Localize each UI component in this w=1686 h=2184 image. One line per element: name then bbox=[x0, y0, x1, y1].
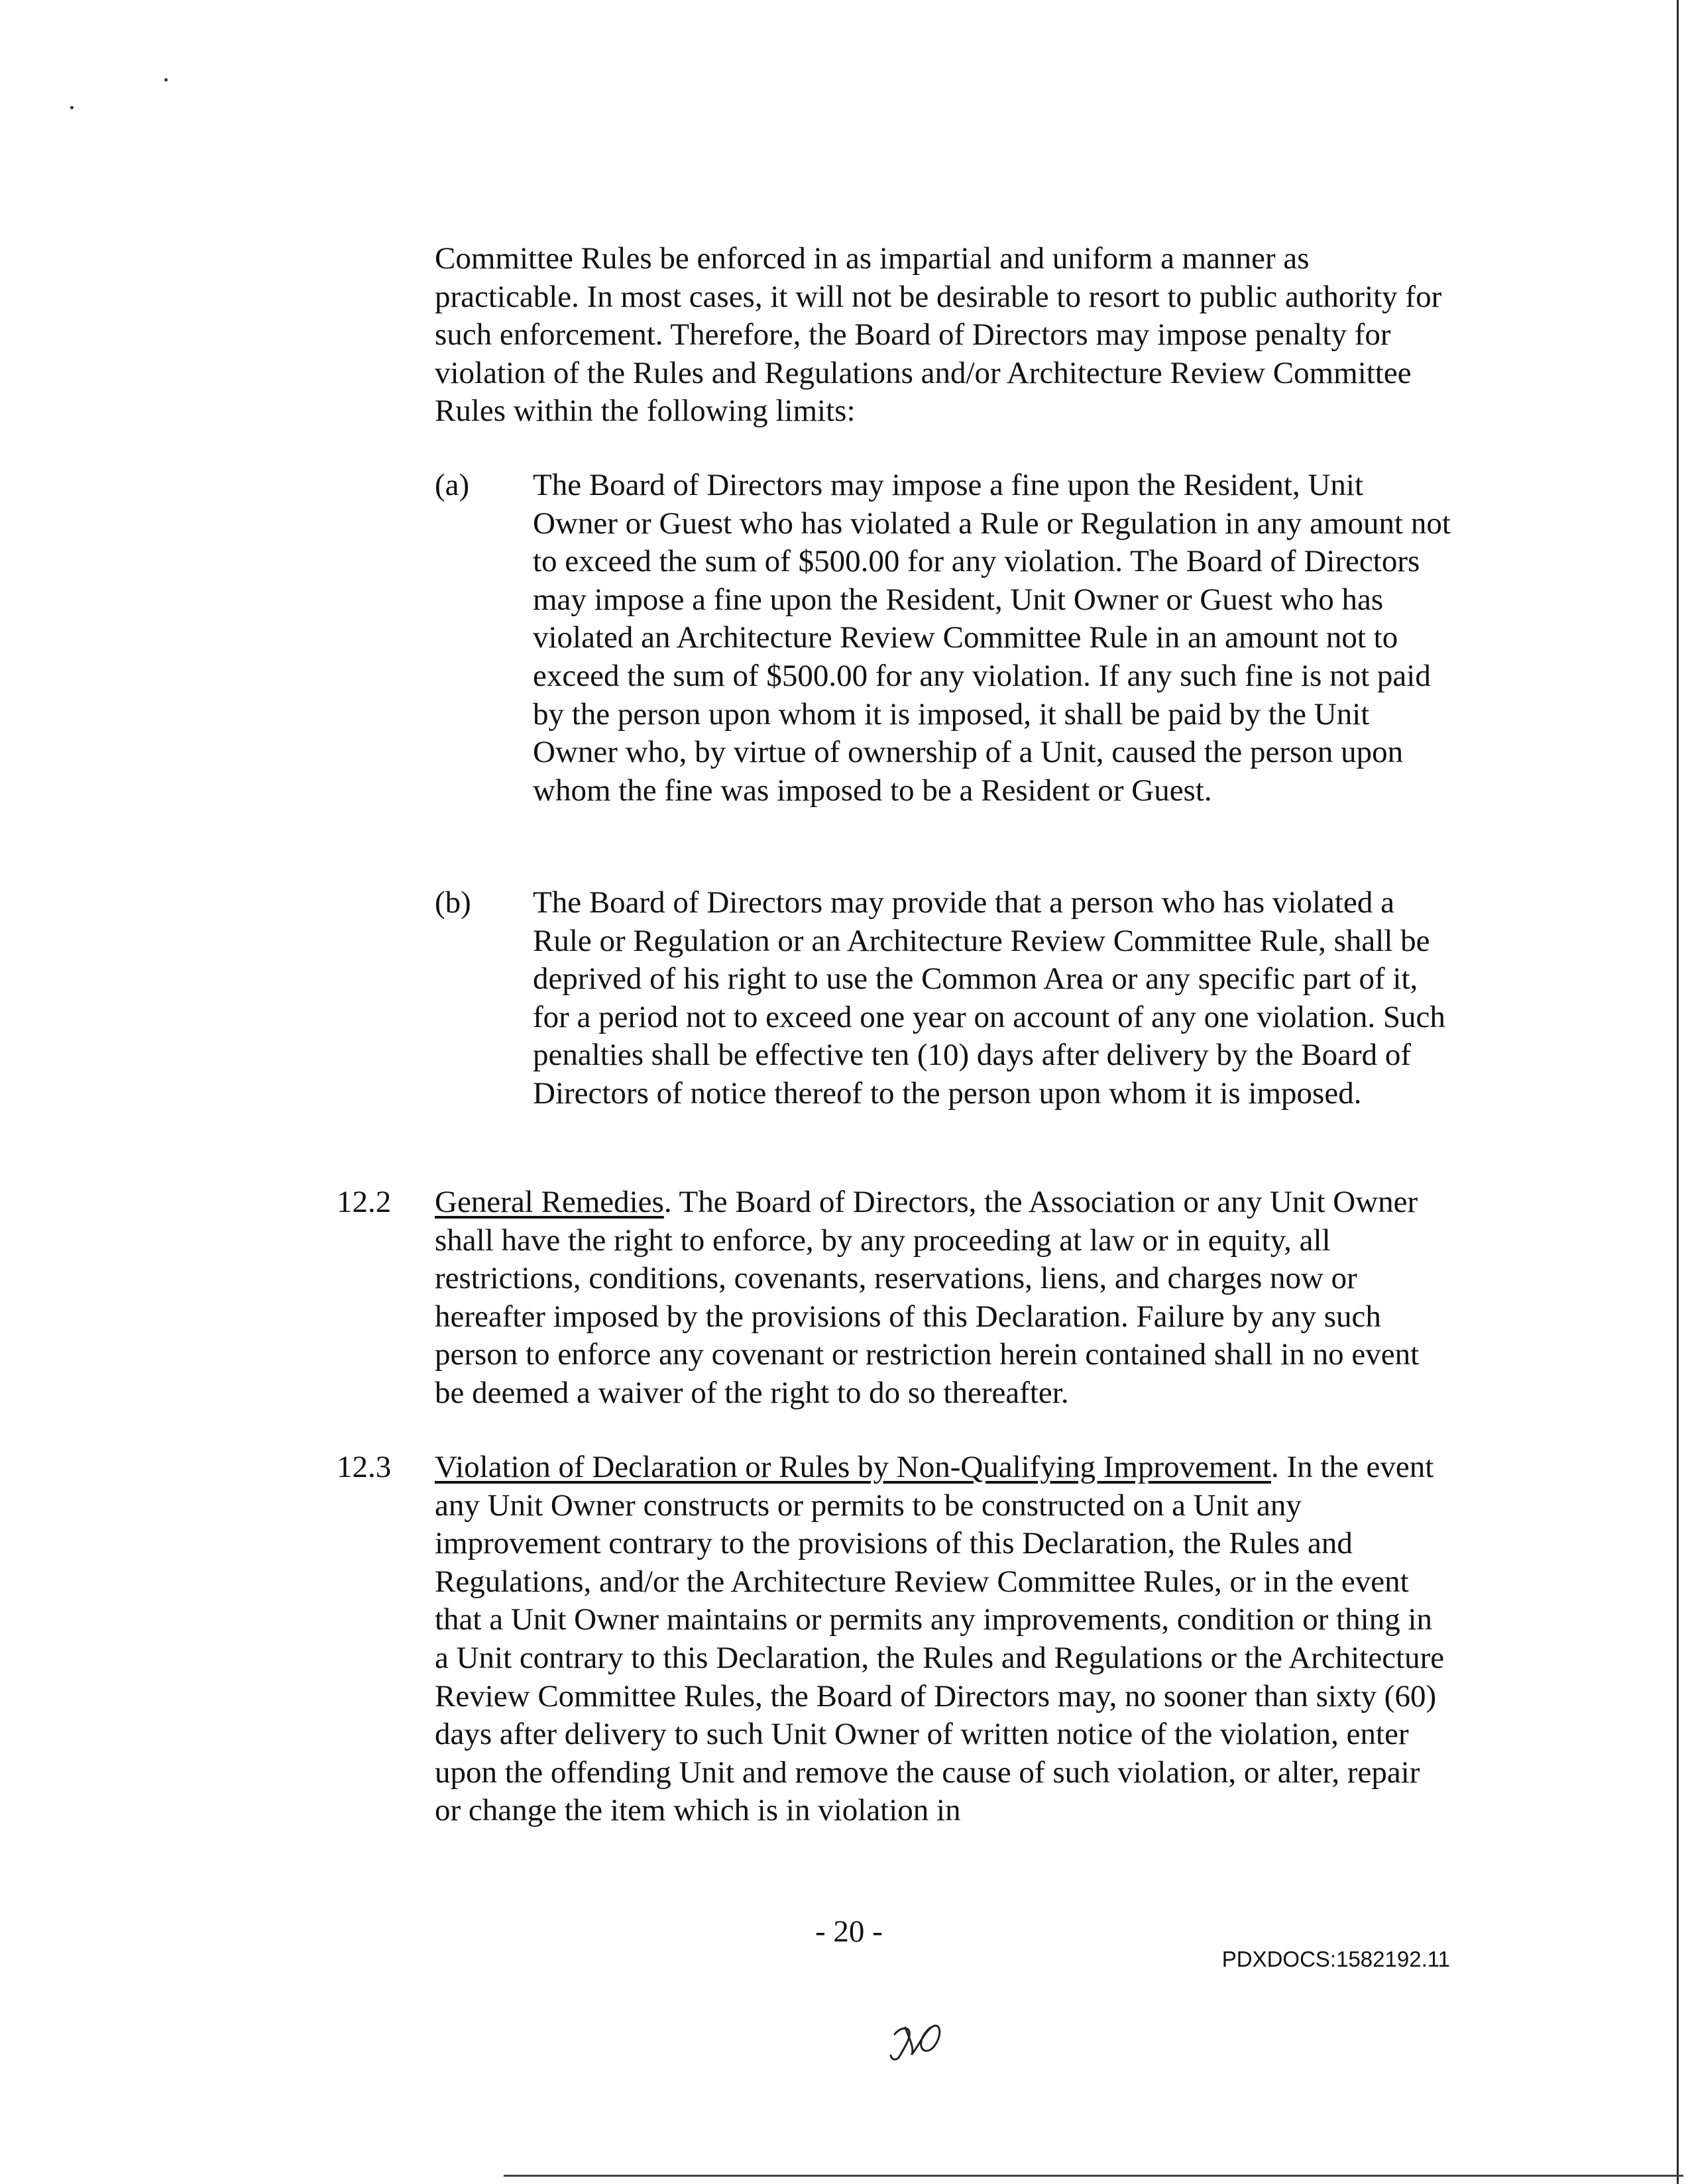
section-body: . The Board of Directors, the Association or any Unit Owner shall have the right to enforce, by any proceeding at law or in equity, all restrictions, conditions, covenants, reservations, liens, and charges now or hereafter imposed by the provisions of this Declaration. Failure by any such person to enforce any covenant or restriction herein contained shall in no event be deemed a waiver of the right to do so thereafter. bbox=[435, 1185, 1420, 1410]
section-number: 12.3 bbox=[337, 1450, 392, 1484]
scan-edge-bottom bbox=[504, 2175, 1683, 2177]
section-text bbox=[435, 1448, 1449, 1830]
lead-paragraph: Committee Rules be enforced in as impartial and uniform a manner as practicable. In most cases, it will not be desirable to resort to public authority for such enforcement. Therefore, the Board of Directors may impose penalty for violation of the Rules and Regulations and/or Architecture Review Committee Rules within the following limits: bbox=[435, 241, 1442, 429]
sub-item-marker: (b) bbox=[435, 885, 471, 920]
section-title: General Remedies bbox=[435, 1185, 664, 1219]
sub-item-text: The Board of Directors may provide that a person who has violated a Rule or Regulation or an Architecture Review Committee Rule, shall be deprived of his right to use the Common Area or any specific part of it, for a period not to exceed one year on account of any one violation. Such penalties shall be effective ten (10) days after delivery by the Board of Directors of notice thereof to the person upon whom it is imposed. bbox=[533, 885, 1445, 1111]
section-text bbox=[435, 1183, 1449, 1413]
section-body: . In the event any Unit Owner constructs or permits to be constructed on a Unit any improvement contrary to the provisions of this Declaration, the Rules and Regulations, and/or the Architecture Review Committee Rules, or in the event that a Unit Owner maintains or permits any improvements, condition or thing in a Unit contrary to this Declaration, the Rules and Regulations or the Architecture Review Committee Rules, the Board of Directors may, no sooner than sixty (60) days after delivery to such Unit Owner of written notice of the violation, enter upon the offending Unit and remove the cause of such violation, or alter, repair or change the item which is in violation in bbox=[435, 1450, 1445, 1828]
scan-speck bbox=[70, 106, 74, 109]
scan-edge-right bbox=[1677, 0, 1679, 2184]
section-title: Violation of Declaration or Rules by Non-Qualifying Improvement bbox=[435, 1450, 1271, 1484]
sub-item-marker: (a) bbox=[435, 468, 470, 502]
page-number: - 20 - bbox=[815, 1914, 883, 1949]
section-number: 12.2 bbox=[337, 1185, 392, 1219]
sub-item-text: The Board of Directors may impose a fine upon the Resident, Unit Owner or Guest who has violated a Rule or Regulation in any amount not to exceed the sum of $500.00 for any violation. The Board of Directors may impose a fine upon the Resident, Unit Owner or Guest who has violated an Architecture Review Committee Rule in an amount not to exceed the sum of $500.00 for any violation. If any such fine is not paid by the person upon whom it is imposed, it shall be paid by the Unit Owner who, by virtue of ownership of a Unit, caused the person upon whom the fine was imposed to be a Resident or Guest. bbox=[533, 468, 1451, 808]
scan-speck bbox=[164, 78, 168, 82]
document-id: PDXDOCS:1582192.11 bbox=[1221, 1947, 1450, 1971]
handwritten-initials bbox=[885, 2008, 945, 2067]
